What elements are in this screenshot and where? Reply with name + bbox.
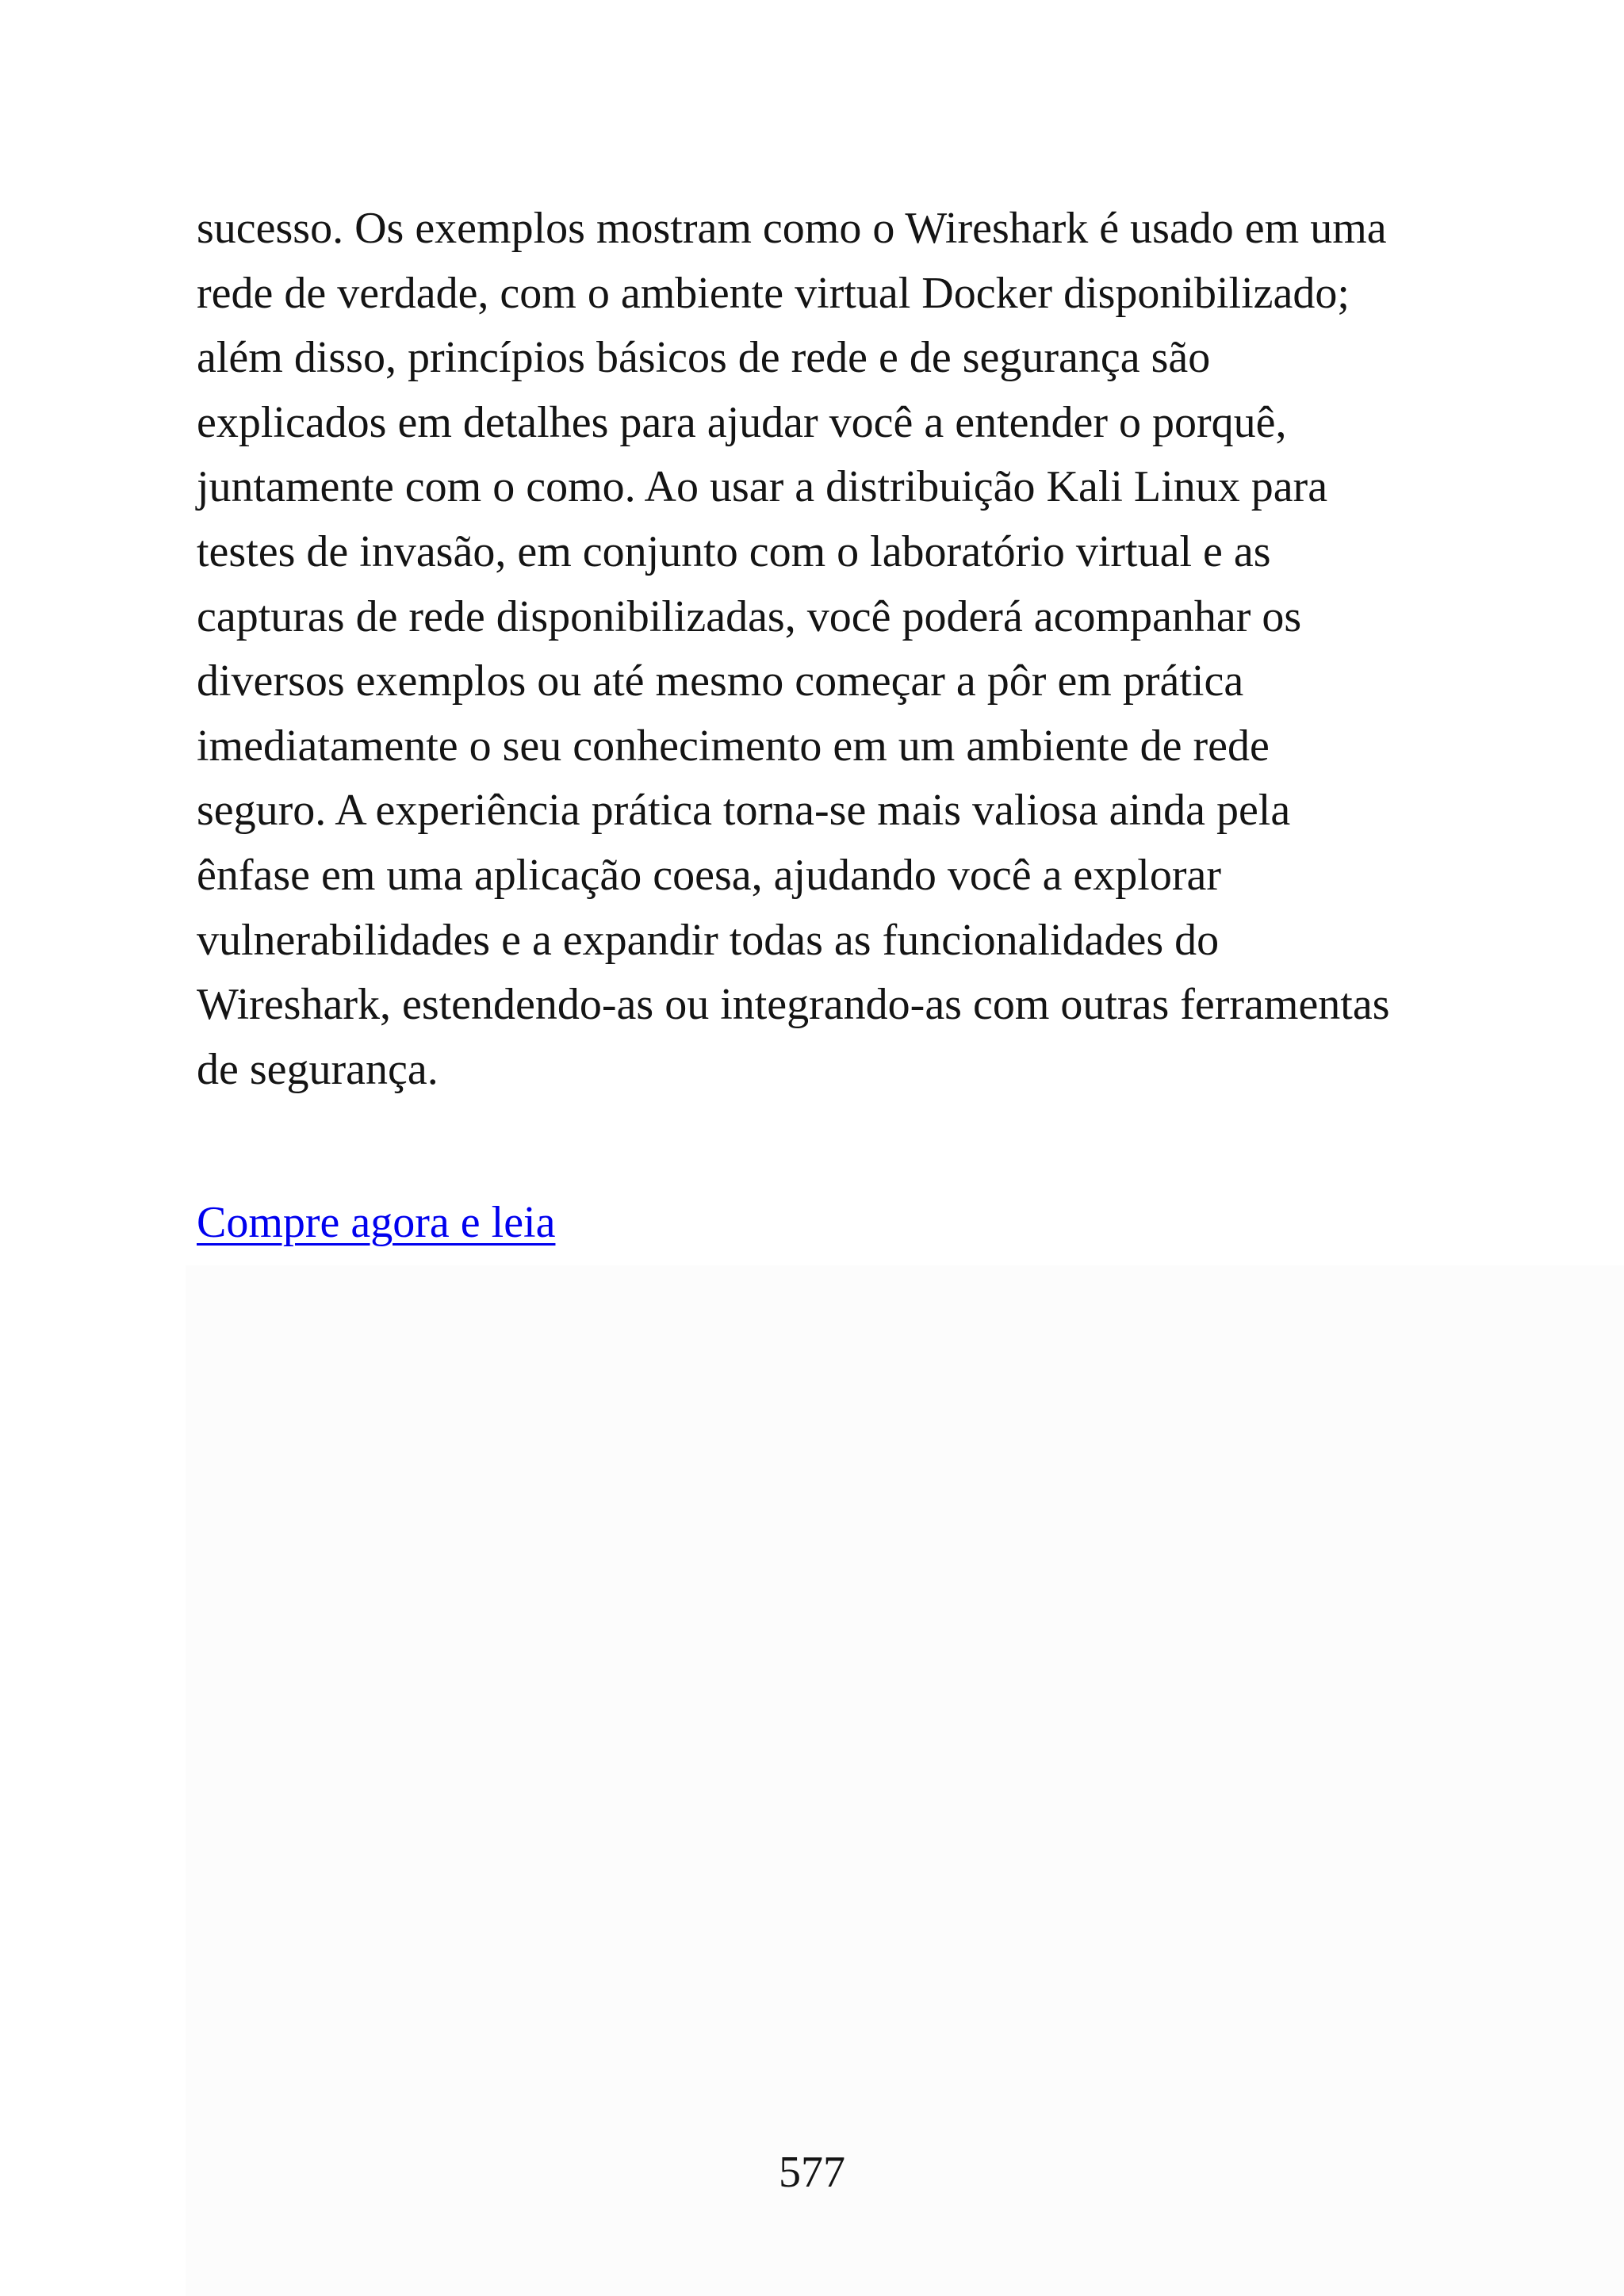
paragraph-line: rede de verdade, com o ambiente virtual Docker disponibilizado; [197,268,1350,318]
paragraph-line: sucesso. Os exemplos mostram como o Wireshark é usado em uma [197,204,1387,253]
paragraph-line: além disso, princípios básicos de rede e de segurança são [197,333,1211,383]
paragraph-line: capturas de rede disponibilizadas, você poderá acompanhar os [197,591,1302,641]
paragraph-line: Wireshark, estendendo-as ou integrando-as com outras ferramentas [197,980,1390,1030]
paragraph-line: juntamente com o como. Ao usar a distribuição Kali Linux para [197,462,1328,512]
paragraph-line: de segurança. [197,1044,439,1094]
buy-now-link[interactable]: Compre agora e leia [197,1198,556,1247]
paragraph-line: vulnerabilidades e a expandir todas as funcionalidades do [197,915,1220,965]
paragraph-line: ênfase em uma aplicação coesa, ajudando você a explorar [197,850,1221,900]
paragraph-line: seguro. A experiência prática torna-se mais valiosa ainda pela [197,786,1291,836]
paragraph-line: explicados em detalhes para ajudar você a entender o porquê, [197,397,1287,447]
paragraph-line: testes de invasão, em conjunto com o laboratório virtual e as [197,526,1271,576]
paragraph-line: imediatamente o seu conhecimento em um ambiente de rede [197,721,1270,771]
paragraph-line: diversos exemplos ou até mesmo começar a pôr em prática [197,656,1244,706]
body-paragraph [197,197,1434,1102]
page-number: 577 [779,2148,845,2197]
